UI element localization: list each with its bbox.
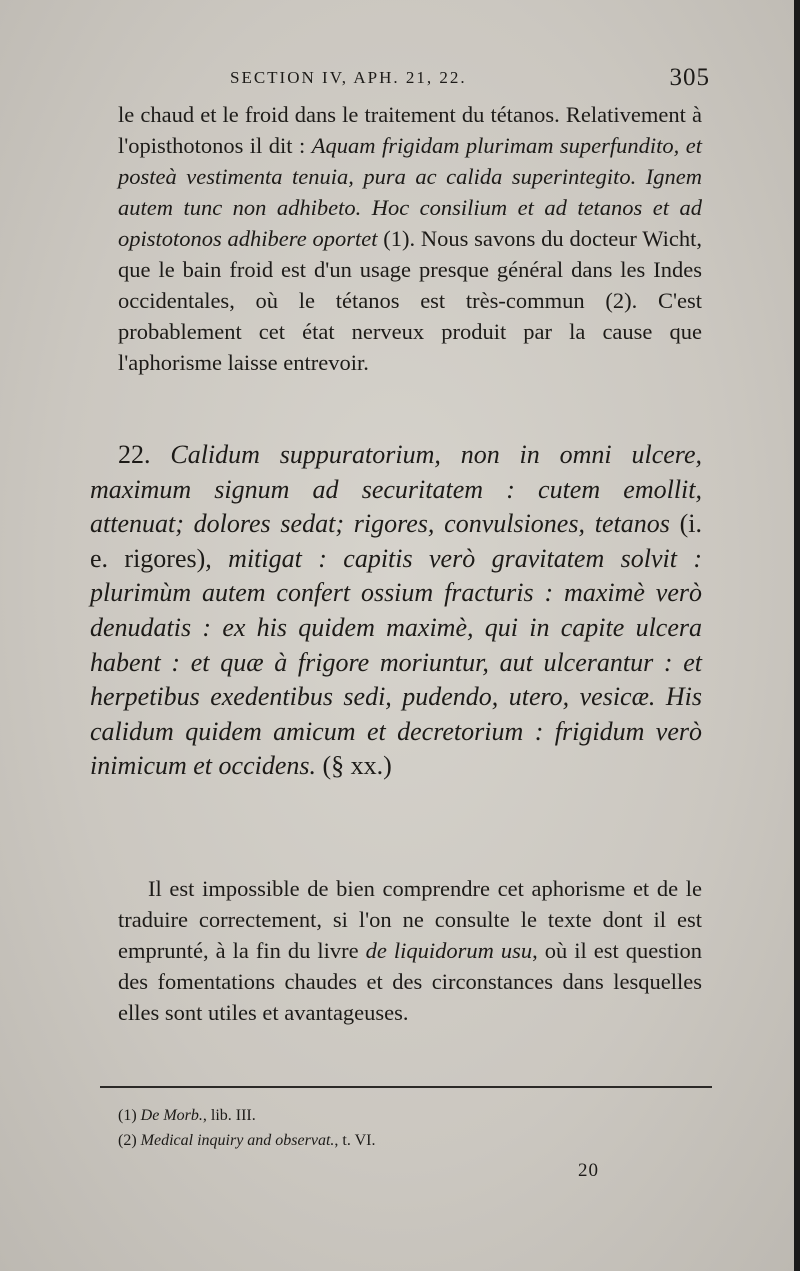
aphorism-22 bbox=[90, 438, 702, 784]
signature-mark: 20 bbox=[578, 1160, 599, 1181]
running-head: SECTION IV, APH. 21, 22. bbox=[230, 68, 467, 87]
footnote-marker: (2) bbox=[118, 1132, 137, 1149]
footnote-title: Medical inquiry and observat. bbox=[140, 1132, 335, 1149]
footnote-2 bbox=[118, 1128, 678, 1153]
paragraph-commentary bbox=[118, 873, 702, 1028]
footnote-divider bbox=[100, 1086, 712, 1088]
paragraph1-text-b: (1). Nous savons du docteur Wicht, que le bain froid est d'un usage presque général dans les Indes occidentales, où le tétanos est très-commun (2). C'est probablement cet état nerveux produit par la cause que l'aphorisme laisse entrevoir. bbox=[118, 226, 702, 375]
paragraph-tetanos-treatment bbox=[118, 99, 702, 378]
footnote-title: De Morb. bbox=[140, 1107, 203, 1124]
aphorism-number: 22. bbox=[118, 440, 151, 469]
footnote-rest: , lib. III. bbox=[202, 1107, 256, 1124]
paragraph3-text-b: , où il est question des fomentations chaudes et des circonstances dans lesquelles elles sont utiles et avantageuses. bbox=[118, 938, 702, 1025]
aphorism-latin-b: , mitigat : capitis verò gravitatem solvit : plurimùm autem confert ossium fracturis : maximè verò denudatis : ex his quidem maximè, qui in capite ulcera habent : et quæ à frigore moriuntur, aut ulcerantur : et herpetibus exedentibus sedi, pudendo, utero, vesicæ. His calidum quidem amicum et decretorium : frigidum verò inimicum et occidens. bbox=[90, 543, 702, 781]
paragraph3-text-a: Il est impossible de bien comprendre cet aphorisme et de le traduire correctement, si l'on ne consulte le texte dont il est emprunté, à la fin du livre bbox=[118, 876, 702, 963]
footnote-marker: (1) bbox=[118, 1107, 137, 1124]
page-number: 305 bbox=[669, 64, 710, 91]
paragraph3-book-title: de liquidorum usu bbox=[365, 938, 533, 963]
aphorism-latin-a: Calidum suppuratorium, non in omni ulcere, maximum signum ad securitatem : cutem emollit, attenuat; dolores sedat; rigores, convulsiones, tetanos bbox=[90, 440, 702, 539]
footnotes bbox=[118, 1103, 678, 1153]
footnote-rest: , t. VI. bbox=[334, 1132, 376, 1149]
aphorism-section-reference: (§ xx.) bbox=[316, 751, 392, 781]
running-header bbox=[230, 64, 710, 91]
paragraph1-latin-quote: Aquam frigidam plurimam superfundito, et posteà vestimenta tenuia, pura ac calida superintegito. Ignem autem tunc non adhibeto. Hoc consilium et ad tetanos et ad opistotonos adhibere oportet bbox=[118, 133, 703, 251]
aphorism-gloss: (i. e. rigores) bbox=[90, 509, 702, 573]
paragraph1-text-a: le chaud et le froid dans le traitement du tétanos. Relativement à l'opisthotonos il dit : bbox=[118, 102, 702, 158]
footnote-1 bbox=[118, 1103, 678, 1128]
